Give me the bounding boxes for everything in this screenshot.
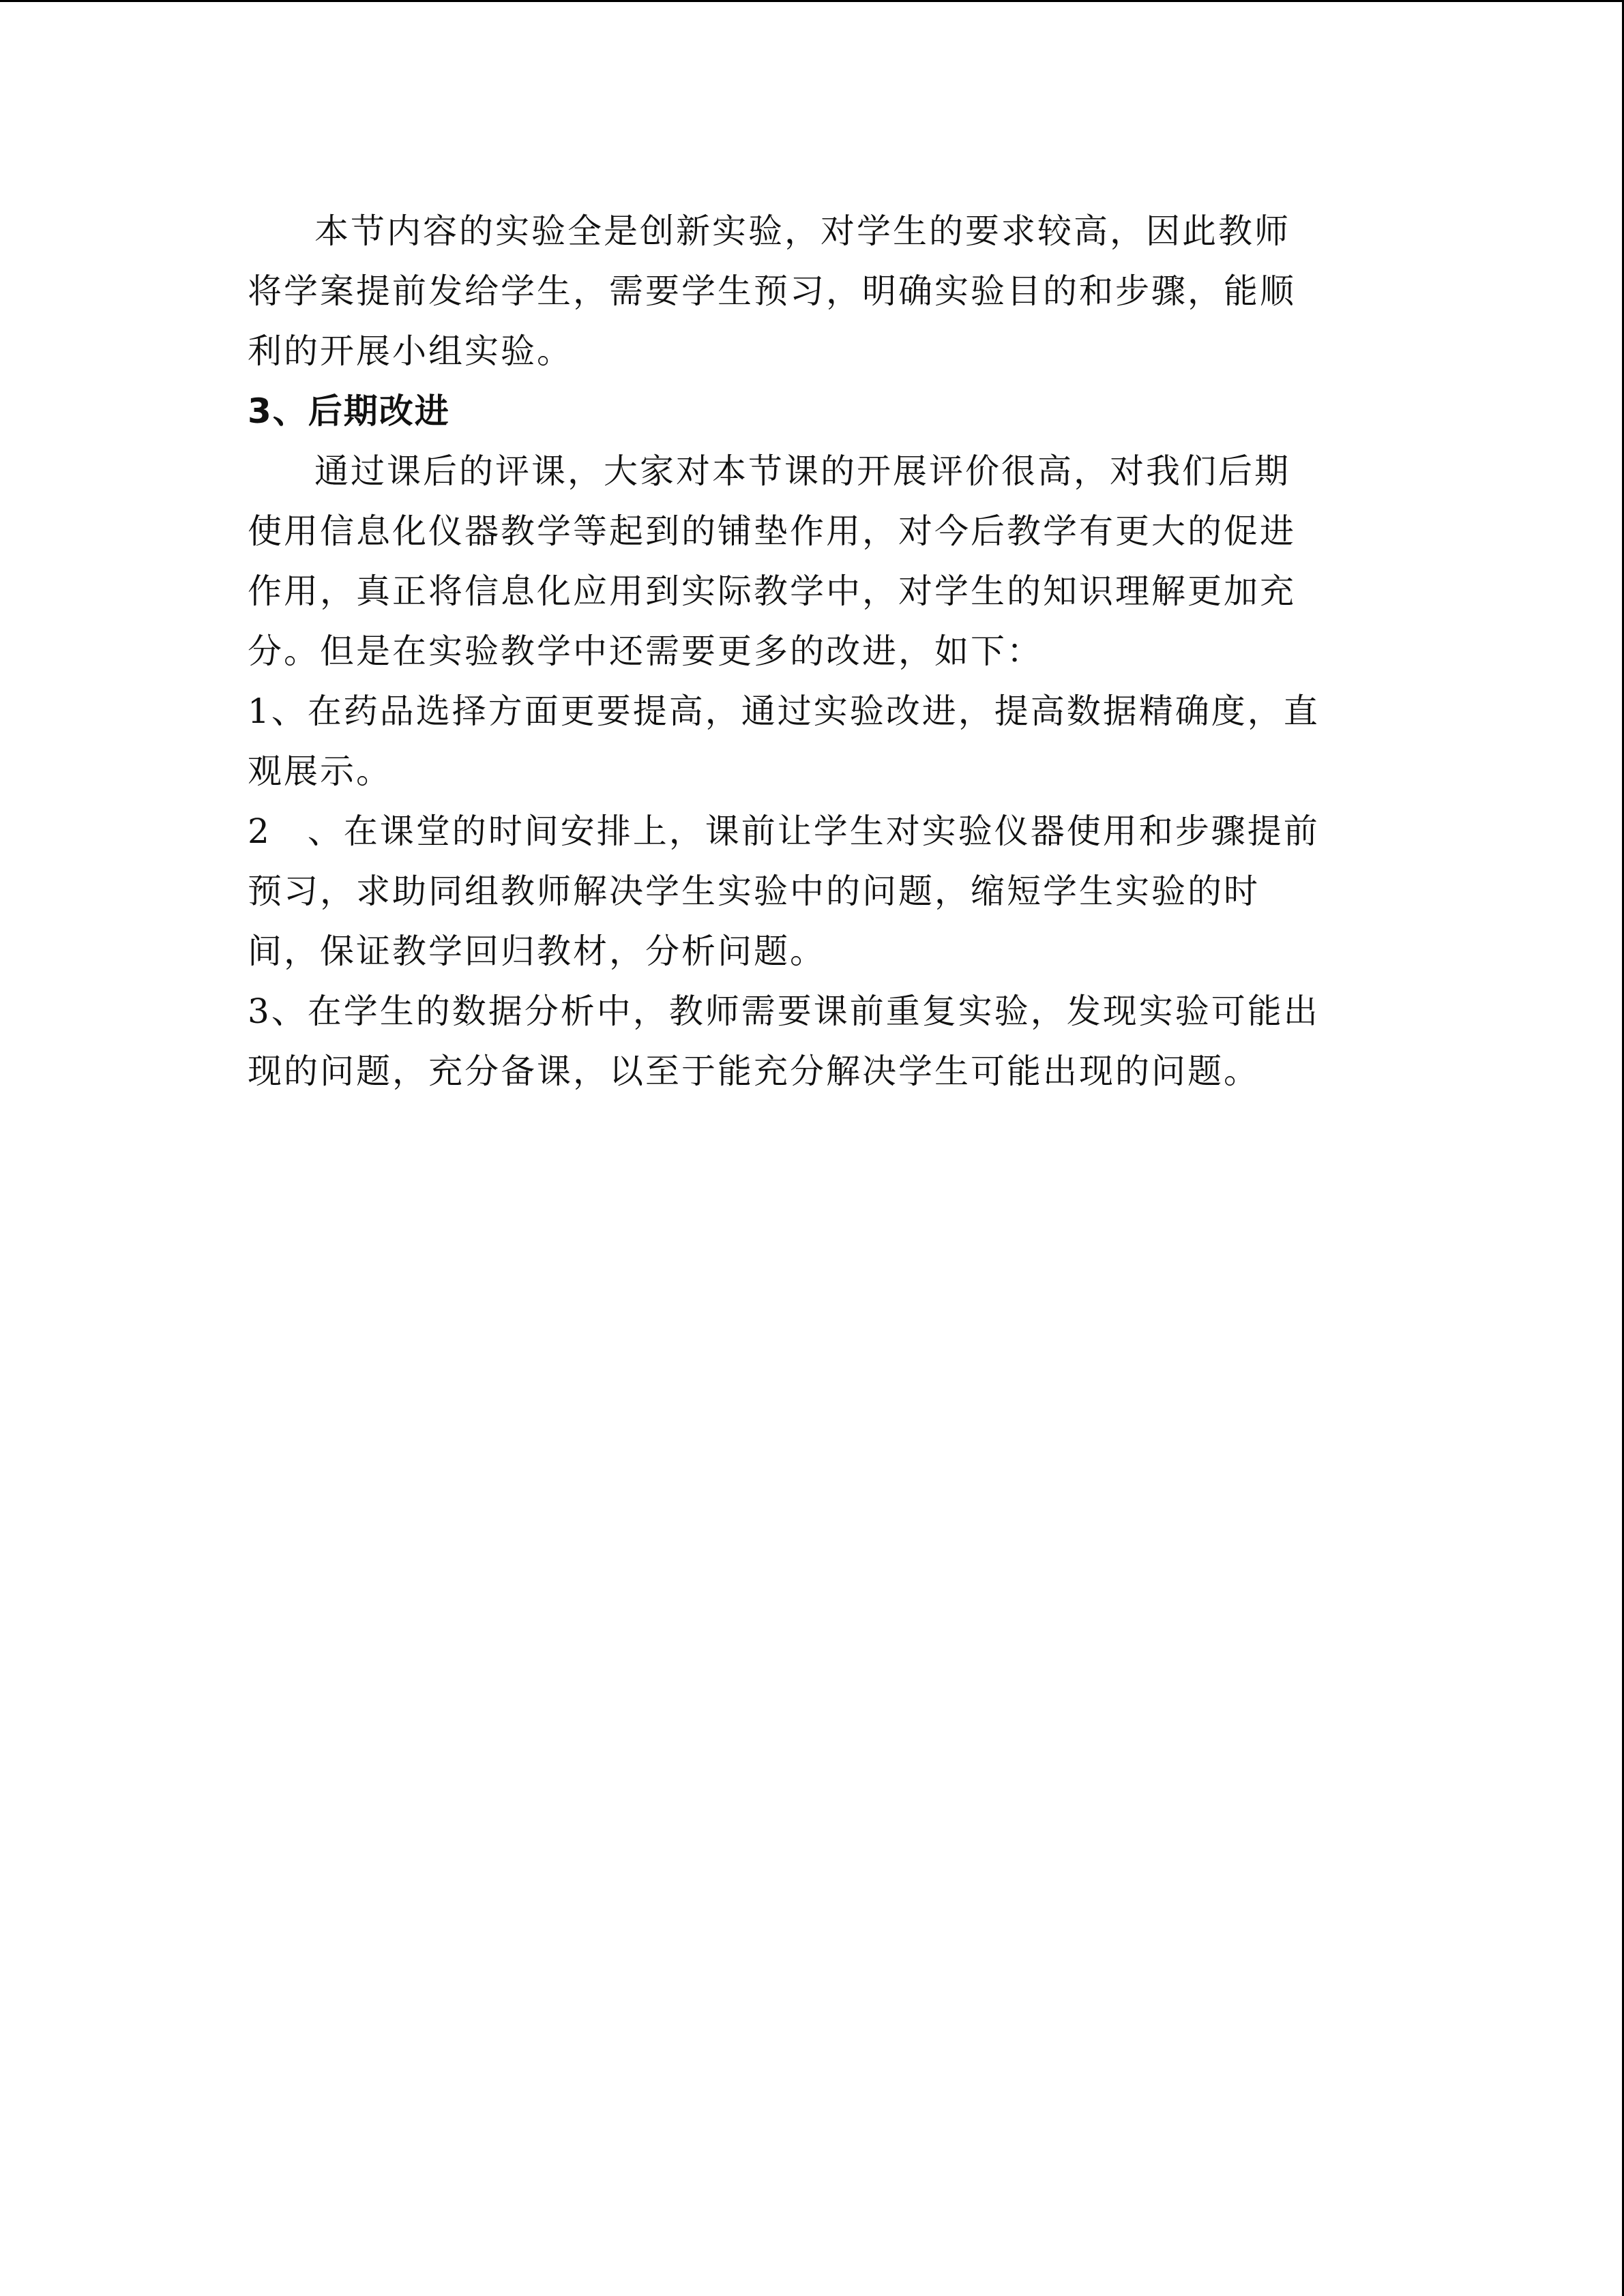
evaluation-paragraph (248, 441, 1380, 681)
text-line: 2 、在课堂的时间安排上，课前让学生对实验仪器使用和步骤提前 (248, 811, 1320, 851)
text-line: 作用，真正将信息化应用到实际教学中，对学生的知识理解更加充 (248, 571, 1296, 611)
text-line: 通过课后的评课，大家对本节课的开展评价很高，对我们后期 (314, 451, 1290, 491)
text-line: 将学案提前发给学生，需要学生预习，明确实验目的和步骤，能顺 (248, 271, 1296, 311)
text-line: 3、在学生的数据分析中，教师需要课前重复实验，发现实验可能出 (248, 992, 1320, 1031)
improvement-item-1 (248, 681, 1380, 801)
text-line: 预习，求助同组教师解决学生实验中的问题，缩短学生实验的时 (248, 871, 1260, 911)
text-line: 使用信息化仪器教学等起到的铺垫作用，对今后教学有更大的促进 (248, 511, 1296, 551)
text-line: 现的问题，充分备课，以至于能充分解决学生可能出现的问题。 (248, 1052, 1260, 1091)
text-line: 观展示。 (248, 751, 392, 791)
improvement-item-2 (248, 801, 1380, 981)
section-heading: 3、后期改进 (248, 391, 450, 431)
text-line: 利的开展小组实验。 (248, 331, 573, 371)
text-line: 间，保证教学回归教材，分析问题。 (248, 931, 826, 971)
text-line: 分。但是在实验教学中还需要更多的改进，如下： (248, 631, 1043, 671)
text-line: 本节内容的实验全是创新实验，对学生的要求较高，因此教师 (314, 211, 1290, 251)
text-line: 1、在药品选择方面更要提高，通过实验改进，提高数据精确度，直 (248, 691, 1320, 731)
intro-paragraph (248, 201, 1380, 381)
improvement-item-3 (248, 981, 1380, 1101)
document-body (248, 201, 1380, 1101)
page-top-border (0, 0, 1624, 2)
